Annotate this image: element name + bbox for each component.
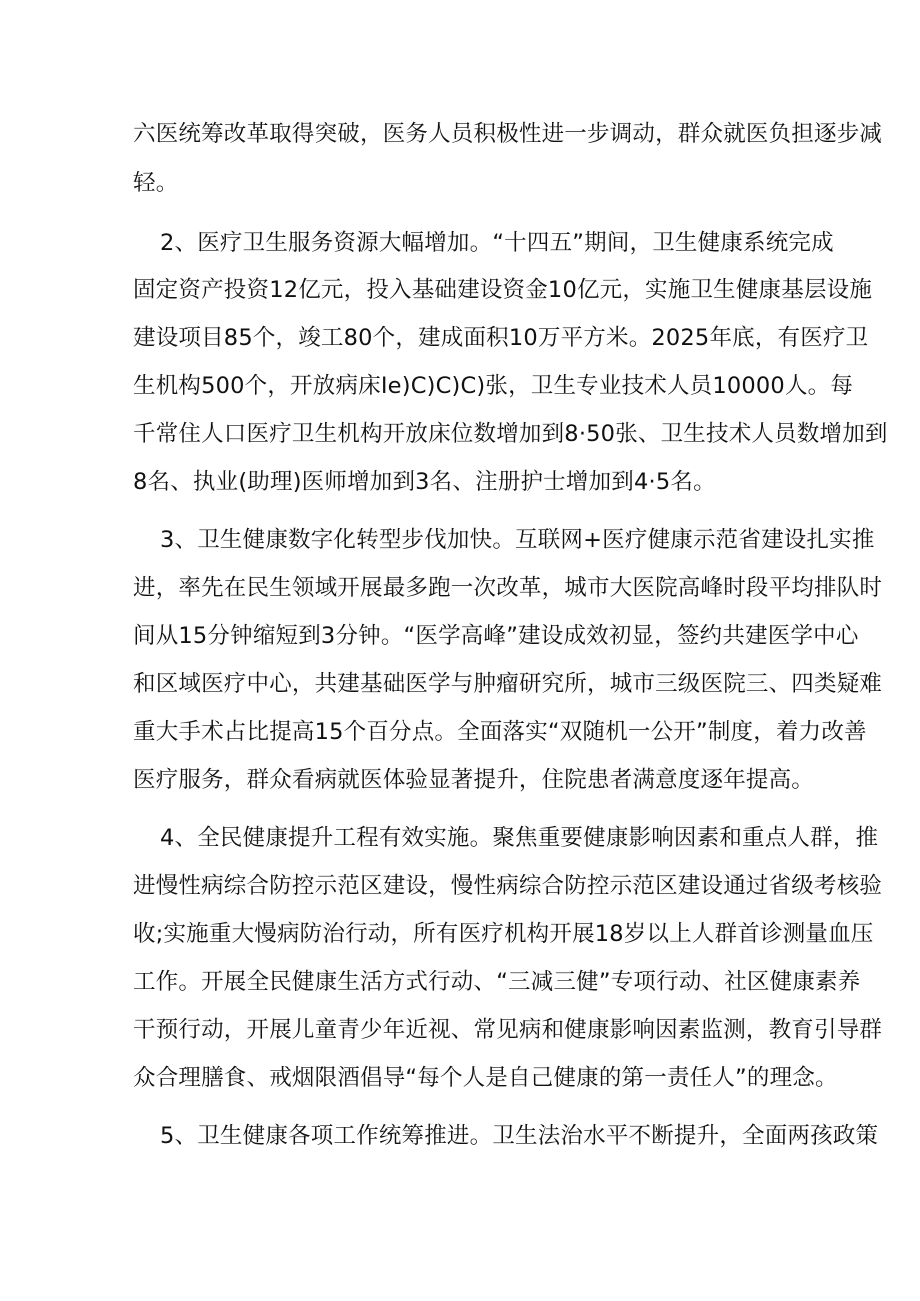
paragraph-4-line-5: 干预行动，开展儿童青少年近视、常见病和健康影响因素监测，教育引导群 [133,1017,883,1043]
paragraph-4-line-3: 收;实施重大慢病防治行动，所有医疗机构开展18岁以上人群首诊测量血压 [133,921,874,947]
paragraph-3-line-2: 进，率先在民生领域开展最多跑一次改革，城市大医院高峰时段平均排队时 [133,575,883,601]
paragraph-3-line-6: 医疗服务，群众看病就医体验显著提升，住院患者满意度逐年提高。 [133,767,815,793]
text-line-1: 六医统筹改革取得突破，医务人员积极性进一步调动，群众就医负担逐步减 [133,121,883,147]
paragraph-2-line-1: 2、医疗卫生服务资源大幅增加。“十四五”期间，卫生健康系统完成 [160,230,834,256]
paragraph-3-line-1: 3、卫生健康数字化转型步伐加快。互联网+医疗健康示范省建设扎实推 [160,527,875,553]
paragraph-2-line-5: 千常住人口医疗卫生机构开放床位数增加到8·50张、卫生技术人员数增加到 [133,421,888,447]
paragraph-2-line-4: 生机构500个，开放病床Ie)C)C)C)张，卫生专业技术人员10000人。每 [133,373,854,399]
paragraph-3-line-3: 间从15分钟缩短到3分钟。“医学高峰”建设成效初显，签约共建医学中心 [133,623,859,649]
paragraph-4-line-1: 4、全民健康提升工程有效实施。聚焦重要健康影响因素和重点人群，推 [160,825,879,851]
paragraph-2-line-6: 8名、执业(助理)医师增加到3名、注册护士增加到4·5名。 [133,469,716,495]
paragraph-4-line-4: 工作。开展全民健康生活方式行动、“三减三健”专项行动、社区健康素养 [133,969,861,995]
paragraph-4-line-6: 众合理膳食、戒烟限酒倡导“每个人是自己健康的第一责任人”的理念。 [133,1065,838,1091]
paragraph-3-line-4: 和区域医疗中心，共建基础医学与肿瘤研究所，城市三级医院三、四类疑难 [133,671,883,697]
paragraph-5-line-1: 5、卫生健康各项工作统筹推进。卫生法治水平不断提升，全面两孩政策 [160,1123,879,1149]
paragraph-4-line-2: 进慢性病综合防控示范区建设，慢性病综合防控示范区建设通过省级考核验 [133,873,883,899]
paragraph-3-line-5: 重大手术占比提高15个百分点。全面落实“双随机一公开”制度，着力改善 [133,719,867,745]
paragraph-2-line-2: 固定资产投资12亿元，投入基础建设资金10亿元，实施卫生健康基层设施 [133,277,873,303]
text-line-2: 轻。 [133,170,179,196]
paragraph-2-line-3: 建设项目85个，竣工80个，建成面积10万平方米。2025年底，有医疗卫 [133,325,869,351]
